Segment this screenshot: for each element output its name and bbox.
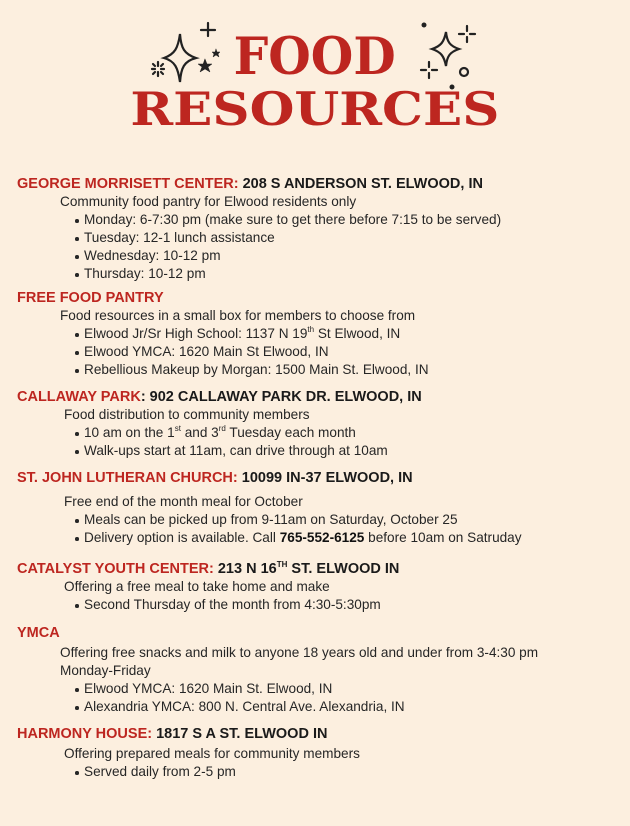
- text-segment: Wednesday: 10-12 pm: [84, 248, 221, 263]
- text-segment: Meals can be picked up from 9-11am on Saturday, October 25: [84, 512, 458, 527]
- text-segment: Served daily from 2-5 pm: [84, 764, 236, 779]
- text-segment: Tuesday: 12-1 lunch assistance: [84, 230, 275, 245]
- text-segment: Elwood YMCA: 1620 Main St Elwood, IN: [84, 344, 329, 359]
- section-description: Food resources in a small box for members to choose from: [60, 308, 416, 323]
- text-segment: : 902 CALLAWAY PARK DR. ELWOOD, IN: [140, 389, 422, 405]
- list-item: [84, 529, 630, 547]
- text-segment: St Elwood, IN: [314, 326, 401, 341]
- section-heading: [17, 388, 630, 406]
- section-heading: [17, 469, 630, 487]
- title-food: FOOD: [233, 27, 396, 87]
- location-address: [141, 389, 422, 405]
- section-heading: [17, 624, 630, 642]
- resource-section: [17, 624, 630, 716]
- resource-section: [17, 469, 630, 547]
- section-heading: [17, 289, 630, 307]
- list-item: [84, 424, 630, 442]
- section-description: Offering a free meal to take home and make: [64, 579, 330, 594]
- resource-section: [17, 289, 630, 379]
- location-address: [152, 726, 327, 742]
- location-name: YMCA: [17, 625, 60, 641]
- resource-section: [17, 560, 630, 614]
- section-description: Offering free snacks and milk to anyone 18 years old and under from 3-4:30 pm: [60, 645, 539, 660]
- detail-list: [84, 596, 630, 614]
- section-heading: [17, 175, 630, 193]
- section-description: Monday-Friday: [60, 663, 151, 678]
- location-name: FREE FOOD PANTRY: [17, 290, 164, 306]
- list-item: [84, 343, 630, 361]
- superscript: st: [174, 424, 181, 433]
- text-segment: Second Thursday of the month from 4:30-5:30pm: [84, 597, 381, 612]
- list-item: [84, 247, 630, 265]
- superscript: TH: [276, 560, 288, 569]
- resource-section: [17, 725, 630, 781]
- list-item: [84, 698, 630, 716]
- section-description: Community food pantry for Elwood residents only: [60, 194, 357, 209]
- text-segment: 213 N 16: [213, 561, 277, 577]
- text-segment: Delivery option is available. Call: [84, 530, 280, 545]
- text-segment: Walk-ups start at 11am, can drive through at 10am: [84, 443, 388, 458]
- text-segment: Tuesday each month: [225, 425, 356, 440]
- text-segment: 1817 S A ST. ELWOOD IN: [152, 726, 328, 742]
- list-item: [84, 229, 630, 247]
- detail-list: [84, 511, 630, 547]
- location-name: CATALYST YOUTH CENTER:: [17, 561, 214, 577]
- location-name: GEORGE MORRISETT CENTER:: [17, 176, 239, 192]
- location-address: [239, 176, 483, 192]
- location-name: CALLAWAY PARK: [17, 389, 141, 405]
- superscript: th: [307, 325, 315, 334]
- text-segment: Elwood Jr/Sr High School: 1137 N 19: [84, 326, 308, 341]
- section-description: Offering prepared meals for community members: [64, 746, 360, 761]
- title-resources: RESOURCES: [130, 82, 500, 136]
- text-segment: 10099 IN-37 ELWOOD, IN: [237, 470, 413, 486]
- list-item: [84, 763, 630, 781]
- text-segment: 208 S ANDERSON ST. ELWOOD, IN: [238, 176, 483, 192]
- text-segment: ST. ELWOOD IN: [287, 561, 400, 577]
- text-segment: Thursday: 10-12 pm: [84, 266, 206, 281]
- text-segment: Rebellious Makeup by Morgan: 1500 Main St. Elwood, IN: [84, 362, 429, 377]
- section-heading: [17, 560, 630, 578]
- detail-list: [84, 424, 630, 460]
- location-address: [238, 470, 413, 486]
- phone-number: 765-552-6125: [279, 530, 365, 545]
- list-item: [84, 265, 630, 283]
- text-segment: Monday: 6-7:30 pm (make sure to get there before 7:15 to be served): [84, 212, 502, 227]
- superscript: rd: [218, 424, 226, 433]
- list-item: [84, 680, 630, 698]
- detail-list: [84, 680, 630, 716]
- section-description: Free end of the month meal for October: [64, 494, 303, 509]
- resource-section: [17, 388, 630, 460]
- text-segment: and 3: [180, 425, 219, 440]
- text-segment: Elwood YMCA: 1620 Main St. Elwood, IN: [84, 681, 333, 696]
- list-item: [84, 361, 630, 379]
- detail-list: [84, 763, 630, 781]
- list-item: [84, 442, 630, 460]
- text-segment: before 10am on Satruday: [364, 530, 522, 545]
- detail-list: [84, 211, 630, 283]
- list-item: [84, 325, 630, 343]
- location-address: [214, 561, 400, 577]
- location-name: ST. JOHN LUTHERAN CHURCH:: [17, 470, 238, 486]
- text-segment: Alexandria YMCA: 800 N. Central Ave. Alexandria, IN: [84, 699, 405, 714]
- text-segment: 10 am on the 1: [84, 425, 175, 440]
- resource-section: [17, 175, 630, 283]
- list-item: [84, 596, 630, 614]
- section-heading: [17, 725, 630, 743]
- detail-list: [84, 325, 630, 379]
- list-item: [84, 511, 630, 529]
- list-item: [84, 211, 630, 229]
- section-description: Food distribution to community members: [64, 407, 310, 422]
- location-name: HARMONY HOUSE:: [17, 726, 153, 742]
